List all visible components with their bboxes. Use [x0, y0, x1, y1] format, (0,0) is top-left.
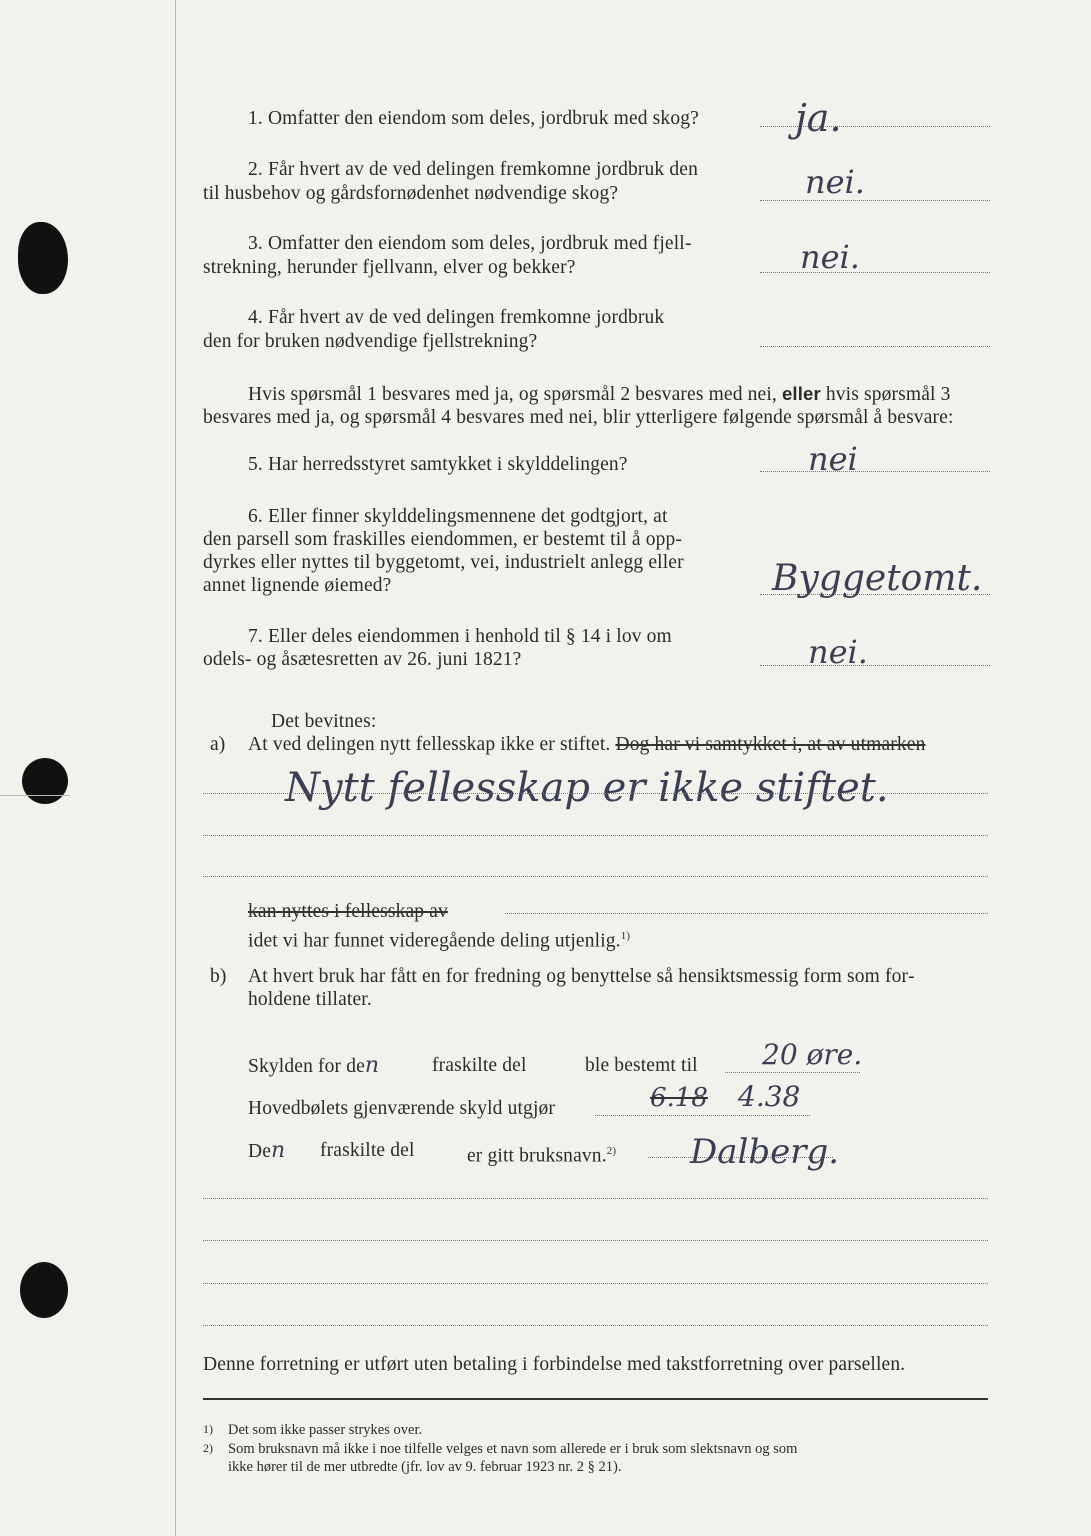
footnote-2-line-1: Som bruksnavn må ikke i noe tilfelle velges et navn som allerede er i bruk som slektsnavn og som — [228, 1441, 798, 1457]
answer-5: nei — [808, 440, 858, 478]
question-2-line-2: til husbehov og gårdsfornødenhet nødvendige skog? — [203, 183, 619, 204]
skyld-struck-value-2: 6.18 — [650, 1083, 708, 1113]
answer-line-2 — [760, 200, 990, 201]
skyld-l1-a: Skylden for de — [248, 1056, 365, 1077]
answer-line-5 — [760, 471, 990, 472]
answer-2: nei. — [805, 163, 865, 201]
answer-line-3 — [760, 272, 990, 273]
blank-line-4 — [203, 1325, 988, 1326]
question-3-line-2: strekning, herunder fjellvann, elver og bekker? — [203, 257, 576, 278]
attest-a-handwritten: Nytt fellesskap er ikke stiftet. — [285, 765, 889, 811]
attest-line-after-text: idet vi har funnet videregående deling utjenlig. — [248, 930, 621, 952]
condition-line-2: besvares med ja, og spørsmål 4 besvares med nei, blir ytterligere følgende spørsmål å besvare: — [203, 407, 954, 428]
footnote-mark-2: 2) — [606, 1145, 617, 1157]
attest-a-line — [248, 733, 926, 757]
fold-tick — [0, 795, 70, 796]
attest-line-4 — [505, 913, 988, 914]
skyld-l3-a: De — [248, 1141, 272, 1162]
question-6-line-4: annet lignende øiemed? — [203, 575, 392, 596]
attest-line-2 — [203, 835, 988, 836]
answer-line-4 — [760, 346, 990, 347]
attest-a-struck: Dog har vi samtykket i, at av utmarken — [615, 734, 926, 755]
skyld-l1-hw: n — [364, 1053, 380, 1078]
attest-b-line-1: At hvert bruk har fått en for fredning og benyttelse så hensiktsmessig form som for‐ — [248, 966, 915, 987]
punch-hole-top — [18, 222, 68, 294]
blank-line-1 — [203, 1198, 988, 1199]
footnote-1-mark: 1) — [203, 1422, 213, 1436]
footnote-rule — [203, 1398, 988, 1400]
skyld-value-1: 20 øre. — [762, 1038, 863, 1071]
question-6-line-1: 6. Eller finner skylddelingsmennene det godtgjort, at — [248, 506, 668, 527]
attest-struck-2: kan nyttes i fellesskap av — [248, 901, 448, 922]
skyld-line-1-dots — [725, 1072, 860, 1073]
condition-eller: eller — [781, 383, 821, 404]
footnote-mark-1: 1) — [620, 930, 631, 942]
attest-line-after — [248, 924, 630, 954]
margin-line — [175, 0, 176, 1536]
punch-hole-middle — [22, 758, 68, 804]
skyld-l1-c: ble bestemt til — [585, 1055, 698, 1076]
blank-line-2 — [203, 1240, 988, 1241]
attest-a-label: a) — [210, 734, 226, 755]
attest-line-1 — [203, 793, 988, 794]
skyld-value-2: 4.38 — [738, 1080, 801, 1113]
question-6-line-3: dyrkes eller nyttes til byggetomt, vei, industrielt anlegg eller — [203, 552, 684, 573]
question-7-line-2: odels‐ og åsætesretten av 26. juni 1821? — [203, 649, 522, 670]
skyld-line-3 — [248, 1139, 285, 1164]
question-1: 1. Omfatter den eiendom som deles, jordbruk med skog? — [248, 108, 699, 129]
question-4-line-2: den for bruken nødvendige fjellstrekning? — [203, 331, 538, 352]
attest-a-text: At ved delingen nytt fellesskap ikke er stiftet. — [248, 734, 611, 755]
answer-line-7 — [760, 665, 990, 666]
condition-text-c: hvis spørsmål 3 — [825, 384, 951, 405]
blank-line-3 — [203, 1283, 988, 1284]
question-2-line-1: 2. Får hvert av de ved delingen fremkomne jordbruk den — [248, 159, 698, 180]
question-4-line-1: 4. Får hvert av de ved delingen fremkomne jordbruk — [248, 307, 665, 328]
answer-7: nei. — [808, 633, 868, 671]
skyld-l3-hw: n — [271, 1138, 286, 1163]
condition-line-1 — [248, 382, 951, 407]
question-5: 5. Har herredsstyret samtykket i skylddelingen? — [248, 454, 628, 475]
skyld-l3-c-text: er gitt bruksnavn. — [467, 1145, 607, 1167]
question-7-line-1: 7. Eller deles eiendommen i henhold til § 14 i lov om — [248, 626, 672, 647]
question-3-line-1: 3. Omfatter den eiendom som deles, jordbruk med fjell‐ — [248, 233, 692, 254]
skyld-line-1 — [248, 1054, 379, 1079]
closing-statement: Denne forretning er utført uten betaling i forbindelse med takstforretning over parsellen. — [203, 1354, 906, 1375]
footnote-2-line-2: ikke hører til de mer utbredte (jfr. lov av 9. februar 1923 nr. 2 § 21). — [228, 1459, 622, 1475]
skyld-l3-c — [467, 1139, 616, 1169]
footnote-2-mark: 2) — [203, 1441, 213, 1455]
answer-3: nei. — [800, 238, 860, 276]
skyld-line-2-dots — [595, 1115, 810, 1116]
question-6-line-2: den parsell som fraskilles eiendommen, er bestemt til å opp‐ — [203, 529, 683, 550]
skyld-l3-b: fraskilte del — [320, 1140, 415, 1161]
answer-6: Byggetomt. — [772, 558, 983, 599]
attest-heading: Det bevitnes: — [271, 711, 377, 732]
attest-line-3 — [203, 876, 988, 877]
condition-text-a: Hvis spørsmål 1 besvares med ja, og spørsmål 2 besvares med nei, — [248, 384, 777, 405]
skyld-value-3: Dalberg. — [690, 1132, 840, 1172]
attest-b-line-2: holdene tillater. — [248, 989, 372, 1010]
attest-b-label: b) — [210, 966, 227, 987]
answer-1: ja. — [795, 96, 842, 140]
skyld-l2-a: Hovedbølets gjenværende skyld utgjør — [248, 1098, 556, 1119]
punch-hole-bottom — [20, 1262, 68, 1318]
skyld-l1-b: fraskilte del — [432, 1055, 527, 1076]
footnote-1: Det som ikke passer strykes over. — [228, 1422, 423, 1438]
